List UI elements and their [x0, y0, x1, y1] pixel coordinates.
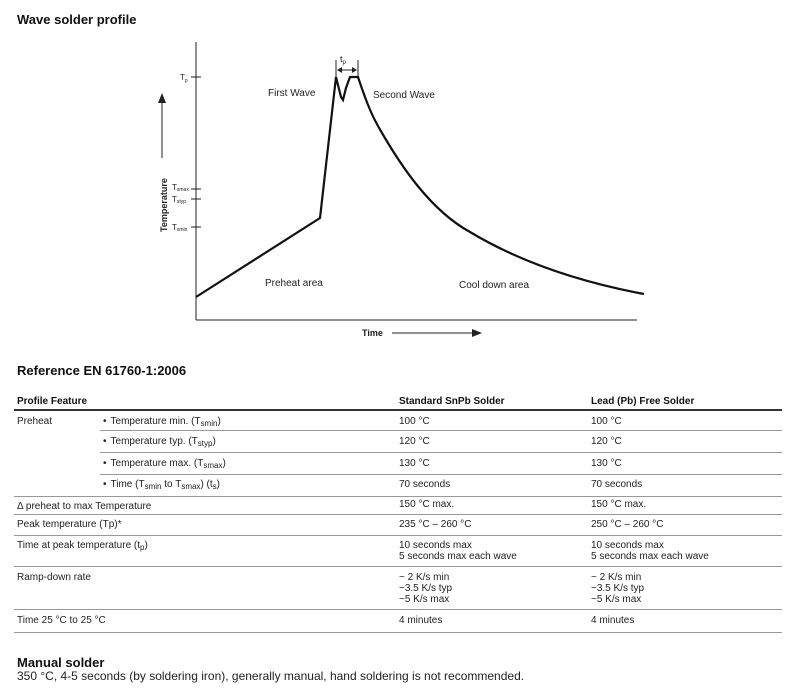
row-temp-max-label: • Temperature max. $(T_{smax})$	[103, 458, 226, 469]
time-peak-label: Time at peak temperature $(t_p)$	[17, 540, 148, 552]
time-peak-snpb-line1: 10 seconds max	[399, 540, 472, 551]
time-peak-pbfree-line1: 10 seconds max	[591, 540, 664, 551]
ramp-pbfree-line2: ~3.5 K/s typ	[591, 583, 645, 594]
row-time-pbfree: 70 seconds	[591, 479, 643, 490]
cooldown-area-label: Cool down area	[459, 280, 530, 291]
row-divider	[14, 566, 782, 567]
tp-marker-label: $t_p$	[340, 54, 346, 66]
time25-snpb: 4 minutes	[399, 615, 443, 626]
time-peak-pbfree-line2: 5 seconds max each wave	[591, 551, 709, 562]
row-divider	[14, 496, 782, 497]
ramp-pbfree-line3: ~5 K/s max	[591, 594, 642, 605]
header-profile-feature: Profile Feature	[17, 396, 88, 407]
row-divider	[14, 535, 782, 536]
manual-solder-heading: Manual solder	[17, 655, 105, 670]
time25-pbfree: 4 minutes	[591, 615, 635, 626]
row-divider	[14, 609, 782, 610]
row-time-label: • Time ($T_{smin}$ to $T_{smax}$) $(t_s)$	[103, 479, 220, 490]
row-temp-typ-label: • Temperature typ. $(T_{styp})$	[103, 436, 216, 447]
tick-label-tp: $T_p$	[180, 73, 188, 84]
preheat-label: Preheat	[17, 416, 53, 427]
row-temp-max-pbfree: 130 °C	[591, 458, 622, 469]
x-axis-label: Time	[362, 328, 383, 338]
row-temp-typ-pbfree: 120 °C	[591, 436, 622, 447]
tick-label-tstyp: Tstyp	[172, 195, 187, 205]
row-temp-typ-snpb: 120 °C	[399, 436, 430, 447]
row-divider	[14, 514, 782, 515]
delta-label: Δ preheat to max Temperature	[17, 501, 152, 512]
header-rule	[14, 409, 782, 411]
ramp-label: Ramp-down rate	[17, 572, 91, 583]
peak-snpb: 235 °C – 260 °C	[399, 519, 472, 530]
manual-solder-text: 350 °C, 4-5 seconds (by soldering iron), generally manual, hand soldering is not recommended.	[17, 669, 525, 683]
row-temp-min-snpb: 100 °C	[399, 416, 430, 427]
tick-label-tsmin: Tsmin	[172, 223, 188, 233]
ramp-pbfree-line1: ~ 2 K/s min	[591, 572, 642, 583]
second-wave-label: Second Wave	[373, 90, 435, 101]
row-divider	[14, 632, 782, 633]
first-wave-label: First Wave	[268, 88, 316, 99]
tp-marker-arrow-left	[337, 67, 342, 73]
row-time-snpb: 70 seconds	[399, 479, 451, 490]
header-snpb: Standard SnPb Solder	[399, 396, 505, 407]
delta-pbfree: 150 °C max.	[591, 499, 647, 510]
ramp-snpb-line3: ~5 K/s max	[399, 594, 450, 605]
ramp-snpb-line1: ~ 2 K/s min	[399, 572, 450, 583]
page-title: Wave solder profile	[17, 12, 137, 27]
row-temp-max-snpb: 130 °C	[399, 458, 430, 469]
row-divider	[100, 474, 782, 475]
reference-heading: Reference EN 61760-1:2006	[17, 363, 187, 378]
row-temp-min-label: • Temperature min. $(T_{smin})$	[103, 416, 221, 427]
x-axis-arrowhead	[472, 329, 482, 337]
peak-pbfree: 250 °C – 260 °C	[591, 519, 664, 530]
ramp-snpb-line2: ~3.5 K/s typ	[399, 583, 453, 594]
y-axis-label: Temperature	[159, 178, 169, 232]
peak-label: Peak temperature (Tp)*	[17, 519, 122, 530]
tp-marker-arrow-right	[352, 67, 357, 73]
delta-snpb: 150 °C max.	[399, 499, 455, 510]
header-pb-free: Lead (Pb) Free Solder	[591, 396, 695, 407]
tick-label-tsmax: Tsmax	[172, 183, 189, 193]
row-divider	[100, 430, 782, 431]
y-axis-arrowhead	[158, 93, 166, 103]
time25-label: Time 25 °C to 25 °C	[17, 615, 106, 626]
profile-line	[196, 77, 644, 297]
row-divider	[100, 452, 782, 453]
time-peak-snpb-line2: 5 seconds max each wave	[399, 551, 517, 562]
row-temp-min-pbfree: 100 °C	[591, 416, 622, 427]
preheat-area-label: Preheat area	[265, 278, 323, 289]
